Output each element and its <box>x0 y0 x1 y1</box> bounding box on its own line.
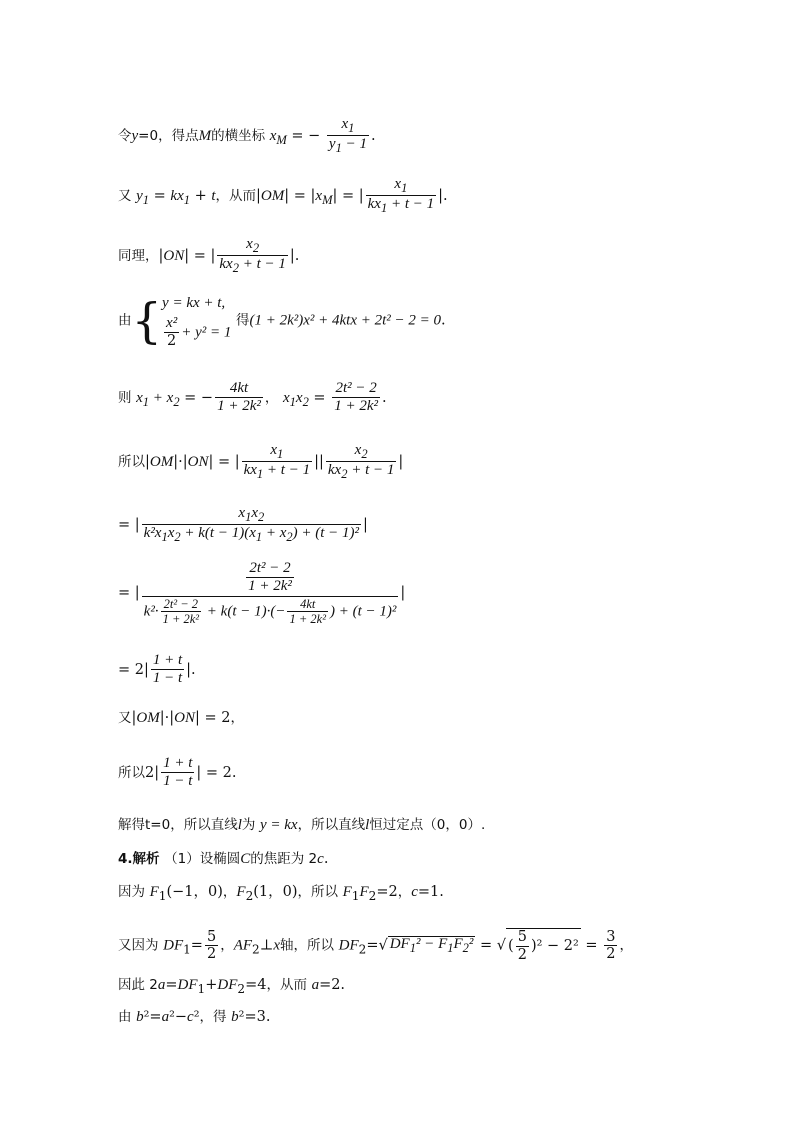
line-12: 解得t=0，所以直线l为 y = kx，所以直线l恒过定点（0，0）. <box>118 817 486 833</box>
line-11: 所以2| $\frac{1 + t}{1 - t}$ | = 2. <box>118 755 237 790</box>
line-15: 又因为 $DF_1=$ $\frac{5}{2}$ ，$AF_2\perp x$轴，所以 $DF_2=√$ $DF_1^2 - F_1F_2^2$ = √ ( $\frac{5}{2}$ )² − 2² = $\frac{3}{2}$ ， <box>118 928 633 963</box>
line-4: 由{ y = kx + t, $\frac{\text{x²}}{2}$ + y² = 1 得(1 + 2k²)x² + 4ktx + 2t² − 2 = 0. <box>118 292 446 349</box>
line-1: 令y=0，得点M的横坐标 $x_M$ = − $\frac{x_1}{y_1 - 1}$ . <box>118 116 376 156</box>
line-17: 由 b²=a²−c²，得 b²=3. <box>118 1009 271 1025</box>
line-13: 4.解析 （1）设椭圆C的焦距为 2c. <box>118 851 329 867</box>
line-6: 所以|OM|·|ON| = | $\frac{x_1}{kx_1 + t - 1}$ || $\frac{x_2}{kx_2 + t - 1}$ | <box>118 442 404 482</box>
line-7: = | $\frac{x_1x_2}{k^2x_1x_2 + k(t - 1)(x_1 + x_2) + (t - 1)^2}$ | <box>118 505 368 545</box>
line-5: 则 $x_1 + x_2$ = − $\frac{4kt}{\text{1 + 2k²}}$ ， $x_1x_2$ = $\frac{\text{2t² − 2}}{\text{1 + 2k²}}$ . <box>118 380 387 415</box>
line-2: 又 $y_1 = kx_1 + t$，从而$|OM| = |x_M|$ = | $\frac{x_1}{kx_1 + t - 1}$ |. <box>118 176 448 216</box>
line-14: 因为 $F_1(-1$，0)，$F_2(1$，0)，所以 $F_1F_2=2$，c=1. <box>118 884 444 903</box>
line-9: = 2| $\frac{1 + t}{1 - t}$ |. <box>118 652 196 687</box>
line-16: 因此 $2a=DF_1+DF_2=4$，从而 a=2. <box>118 977 346 996</box>
line-8: = | $\frac{\text{2t² − 2}}{\text{1 + 2k²}}$ k²· $\frac{\text{2t² − 2}}{\text{1 + 2k²}}$ + k(t − 1)·(− $\frac{4kt}{\text{1 + 2k²}}$ ) + (t − 1)² | <box>118 560 406 626</box>
line-3: 同理，|ON| = | $\frac{x_2}{kx_2 + t - 1}$ |. <box>118 236 300 276</box>
line-10: 又|OM|·|ON| = 2， <box>118 710 244 726</box>
